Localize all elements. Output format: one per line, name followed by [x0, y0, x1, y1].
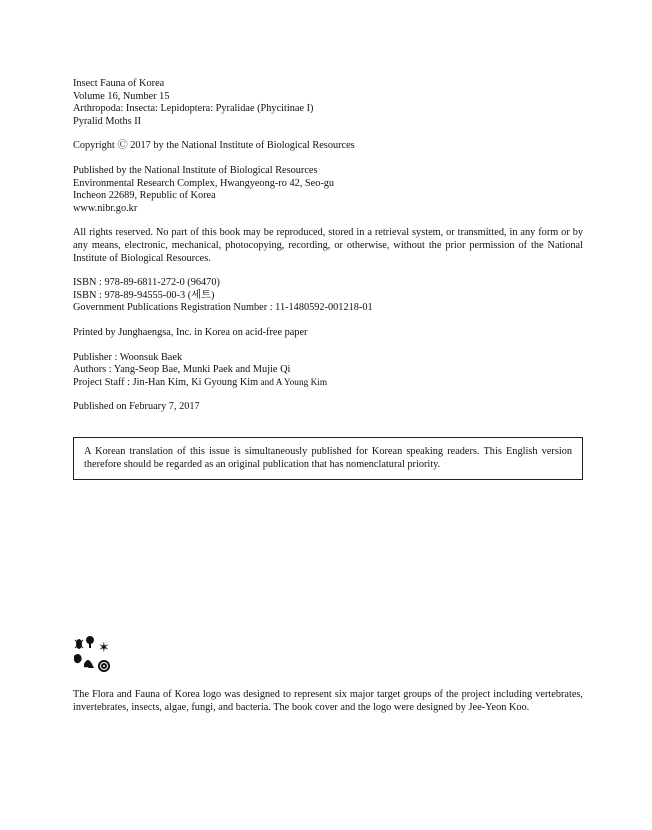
publisher-website: www.nibr.go.kr: [73, 202, 138, 214]
publisher-name: Published by the National Institute of Biological Resources: [73, 164, 318, 176]
published-date: Published on February 7, 2017: [73, 401, 200, 413]
bacteria-icon: [99, 661, 109, 671]
isbn-primary: ISBN : 978-89-6811-272-0 (96470): [73, 277, 220, 289]
copyright-line: Copyright Ⓒ 2017 by the National Institute of Biological Resources: [73, 140, 355, 152]
star-icon: [98, 640, 110, 656]
publisher-city: Incheon 22689, Republic of Korea: [73, 190, 216, 202]
registration-number: Government Publications Registration Number : 11-1480592-001218-01: [73, 302, 373, 314]
series-title: Insect Fauna of Korea: [73, 78, 165, 89]
series-block: [73, 78, 583, 128]
printer-line: Printed by Junghaengsa, Inc. in Korea on acid-free paper: [73, 326, 308, 338]
fungi-icon: [86, 636, 94, 648]
insect-icon: [75, 639, 83, 649]
authors-line: Authors : Yang-Seop Bae, Munki Paek and Mujie Qi: [73, 364, 291, 376]
logo-description: The Flora and Fauna of Korea logo was designed to represent six major target groups of the project including vertebrates, invertebrates, insects, algae, fungi, and bacteria. The book cover and the logo were designed by Jee-Yeon Koo.: [73, 689, 583, 713]
publisher-block: [73, 165, 583, 215]
isbn-set: ISBN : 978-89-94555-00-3 (세트): [73, 289, 215, 301]
project-staff-main: Project Staff : Jin-Han Kim, Ki Gyoung Kim: [73, 376, 259, 388]
copyright-block: [73, 140, 583, 153]
svg-text:✶: ✶: [98, 640, 110, 656]
publisher-address: Environmental Research Complex, Hwangyeong-ro 42, Seo-gu: [73, 177, 335, 189]
algae-icon: [84, 660, 94, 668]
translation-notice: A Korean translation of this issue is simultaneously published for Korean speaking readers. This English version therefore should be regarded as an original publication that has nomenclatural priority.: [73, 437, 583, 480]
imprint-page: [73, 78, 583, 426]
volume-number: Volume 16, Number 15: [73, 90, 170, 102]
isbn-block: [73, 277, 583, 315]
rights-paragraph: All rights reserved. No part of this book may be reproduced, stored in a retrieval system, or transmitted, in any form or by any means, electronic, mechanical, photocopying, recording, or otherwise, without the prior permission of the National Institute of Biological Resources.: [73, 227, 583, 264]
project-staff: [73, 377, 583, 390]
project-staff-tail: and A Young Kim: [258, 377, 328, 388]
flora-fauna-logo-icon: [73, 634, 113, 676]
date-block: [73, 401, 583, 414]
printer-block: [73, 327, 583, 340]
vertebrate-icon: [74, 654, 82, 663]
book-subtitle: Pyralid Moths II: [73, 115, 142, 127]
publisher-person: Publisher : Woonsuk Baek: [73, 351, 183, 363]
taxonomy-line: Arthropoda: Insecta: Lepidoptera: Pyralidae (Phycitinae I): [73, 103, 314, 115]
people-block: [73, 352, 583, 390]
logo-icon-svg: [73, 634, 113, 676]
